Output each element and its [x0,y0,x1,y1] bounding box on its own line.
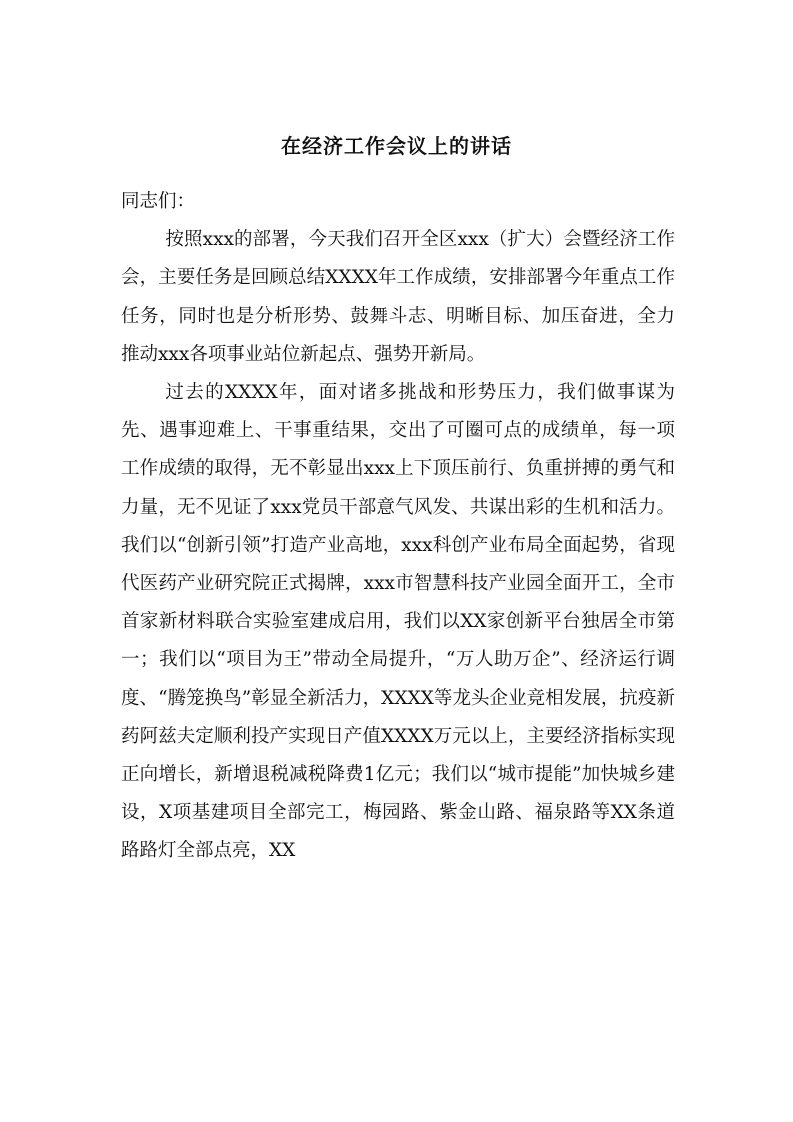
paragraph-intro: 按照xxx的部署，今天我们召开全区xxx（扩大）会暨经济工作会，主要任务是回顾总结XXXX年工作成绩，安排部署今年重点工作任务，同时也是分析形势、鼓舞斗志、明晰目标、加压奋进，全力推动xxx各项事业站位新起点、强势开新局。 [121,229,675,365]
document-body [121,183,675,871]
salutation: 同志们： [121,191,196,212]
document-title: 在经济工作会议上的讲话 [281,134,512,158]
paragraph-review: 过去的XXXX年，面对诸多挑战和形势压力，我们做事谋为先、遇事迎难上、干事重结果，交出了可圈可点的成绩单，每一项工作成绩的取得，无不彰显出xxx上下顶压前行、负重拼搏的勇气和力量，无不见证了xxx党员干部意气风发、共谋出彩的生机和活力。我们以“创新引领”打造产业高地，xxx科创产业布局全面起势，省现代医药产业研究院正式揭牌，xxx市智慧科技产业园全面开工，全市首家新材料联合实验室建成启用，我们以XX家创新平台独居全市第一；我们以“项目为王”带动全局提升，“万人助万企”、经济运行调度、“腾笼换鸟”彰显全新活力，XXXX等龙头企业竞相发展，抗疫新药阿兹夫定顺利投产实现日产值XXXX万元以上，主要经济指标实现正向增长，新增退税减税降费1亿元；我们以“城市提能”加快城乡建设，X项基建项目全部完工，梅园路、紫金山路、福泉路等XX条道路路灯全部点亮，XX [121,382,675,862]
